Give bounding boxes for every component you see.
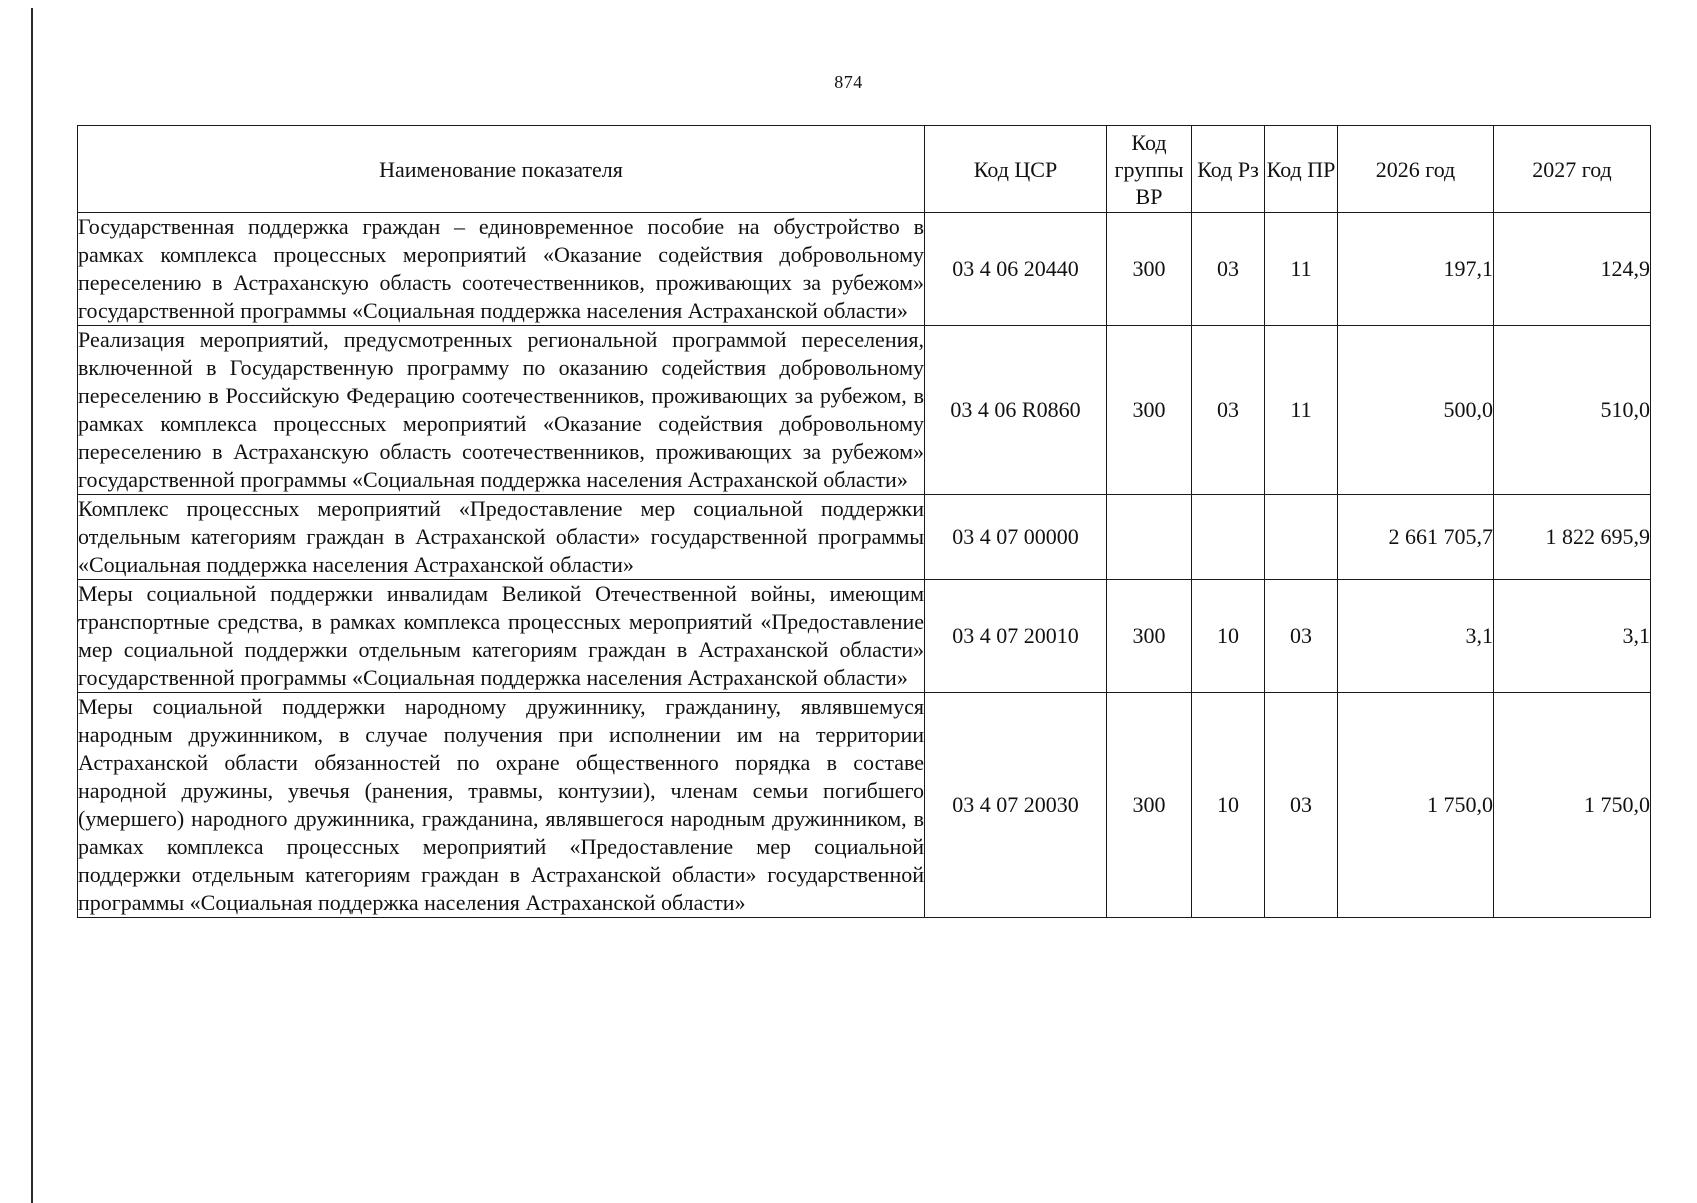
- row-rz: [1192, 495, 1265, 580]
- row-2027: 124,9: [1494, 213, 1651, 326]
- header-2026: 2026 год: [1338, 126, 1494, 213]
- table-row: [78, 580, 1651, 693]
- row-2026: 1 750,0: [1338, 693, 1494, 918]
- header-rz: Код Рз: [1192, 126, 1265, 213]
- row-pr: 03: [1265, 693, 1338, 918]
- row-2026: 197,1: [1338, 213, 1494, 326]
- row-name: Реализация мероприятий, предусмотренных региональной программой переселения, включенной в Государственную программу по оказанию содействия добровольному переселению в Российскую Федерацию соотечественников, проживающих за рубежом, в рамках комплекса процессных мероприятий «Оказание содействия добровольному переселению в Астраханскую область соотечественников, проживающих за рубежом» государственной программы «Социальная поддержка населения Астраханской области»: [78, 326, 925, 495]
- header-2027: 2027 год: [1494, 126, 1651, 213]
- row-2026: 2 661 705,7: [1338, 495, 1494, 580]
- table-row: [78, 495, 1651, 580]
- row-csr: 03 4 06 R0860: [925, 326, 1107, 495]
- header-csr: Код ЦСР: [925, 126, 1107, 213]
- row-rz: 10: [1192, 693, 1265, 918]
- row-2027: 1 750,0: [1494, 693, 1651, 918]
- table-row: [78, 326, 1651, 495]
- row-2026: 500,0: [1338, 326, 1494, 495]
- row-pr: 11: [1265, 213, 1338, 326]
- row-name: Государственная поддержка граждан – единовременное пособие на обустройство в рамках комплекса процессных мероприятий «Оказание содействия добровольному переселению в Астраханскую область соотечественников, проживающих за рубежом» государственной программы «Социальная поддержка населения Астраханской области»: [78, 213, 925, 326]
- table-row: [78, 693, 1651, 918]
- row-vr: 300: [1107, 213, 1192, 326]
- page-number: 874: [834, 72, 863, 92]
- row-csr: 03 4 07 00000: [925, 495, 1107, 580]
- row-csr: 03 4 07 20030: [925, 693, 1107, 918]
- row-pr: 11: [1265, 326, 1338, 495]
- binding-margin-line: [31, 8, 33, 1203]
- header-vr: Код группы ВР: [1107, 126, 1192, 213]
- row-name: Комплекс процессных мероприятий «Предоставление мер социальной поддержки отдельным категориям граждан в Астраханской области» государственной программы «Социальная поддержка населения Астраханской области»: [78, 495, 925, 580]
- row-vr: 300: [1107, 580, 1192, 693]
- row-vr: 300: [1107, 693, 1192, 918]
- header-name: Наименование показателя: [78, 126, 925, 213]
- row-2027: 1 822 695,9: [1494, 495, 1651, 580]
- row-rz: 03: [1192, 213, 1265, 326]
- header-pr: Код ПР: [1265, 126, 1338, 213]
- budget-table: [77, 125, 1651, 918]
- row-2027: 510,0: [1494, 326, 1651, 495]
- table-row: [78, 213, 1651, 326]
- row-2027: 3,1: [1494, 580, 1651, 693]
- row-2026: 3,1: [1338, 580, 1494, 693]
- row-name: Меры социальной поддержки инвалидам Великой Отечественной войны, имеющим транспортные средства, в рамках комплекса процессных мероприятий «Предоставление мер социальной поддержки отдельным категориям граждан в Астраханской области» государственной программы «Социальная поддержка населения Астраханской области»: [78, 580, 925, 693]
- row-pr: [1265, 495, 1338, 580]
- row-csr: 03 4 06 20440: [925, 213, 1107, 326]
- table-header-row: [78, 126, 1651, 213]
- row-pr: 03: [1265, 580, 1338, 693]
- row-csr: 03 4 07 20010: [925, 580, 1107, 693]
- row-vr: 300: [1107, 326, 1192, 495]
- row-name: Меры социальной поддержки народному дружиннику, гражданину, являвшемуся народным дружинником, в случае получения при исполнении им на территории Астраханской области обязанностей по охране общественного порядка в составе народной дружины, увечья (ранения, травмы, контузии), членам семьи погибшего (умершего) народного дружинника, гражданина, являвшегося народным дружинником, в рамках комплекса процессных мероприятий «Предоставление мер социальной поддержки отдельным категориям граждан в Астраханской области» государственной программы «Социальная поддержка населения Астраханской области»: [78, 693, 925, 918]
- row-rz: 03: [1192, 326, 1265, 495]
- row-vr: [1107, 495, 1192, 580]
- row-rz: 10: [1192, 580, 1265, 693]
